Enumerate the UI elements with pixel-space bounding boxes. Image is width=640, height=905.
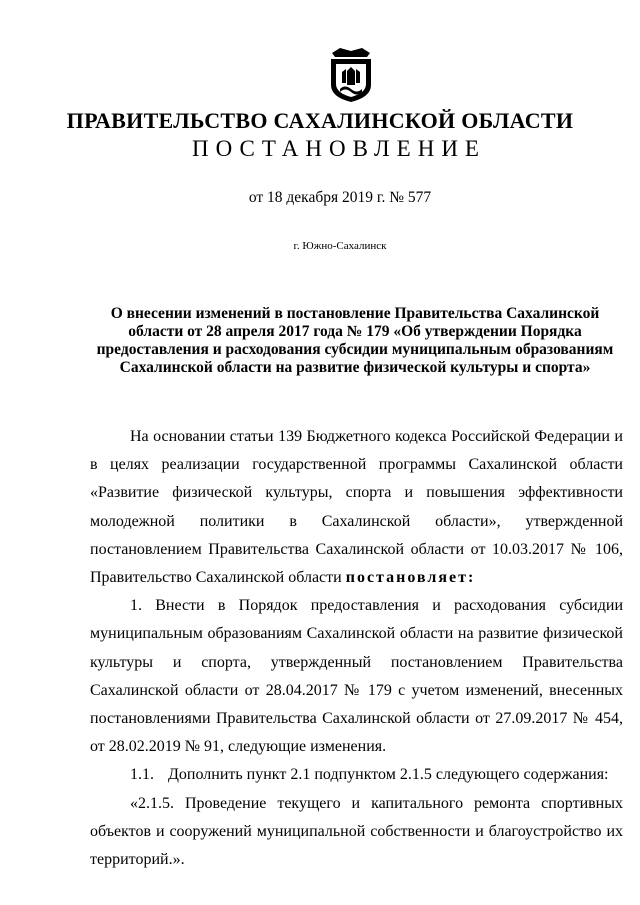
item-text: Дополнить пункт 2.1 подпунктом 2.1.5 следующего содержания:: [168, 766, 609, 784]
paragraph-basis: [90, 423, 623, 592]
document-heading: О внесении изменений в постановление Правительства Сахалинской области от 28 апреля 2017 года № 179 «Об утверждении Порядка предоставления и расходования субсидии муниципальным образованиям Сахалинской области на развитие физической культуры и спорта»: [96, 305, 614, 376]
paragraph-basis-text: На основании статьи 139 Бюджетного кодекса Российской Федерации и в целях реализации государственной программы Сахалинской области «Развитие физической культуры, спорта и повышения эффективности молодежной политики в Сахалинской области», утвержденной постановлением Правительства Сахалинской области от 10.03.2017 № 106, Правительство Сахалинской области: [90, 428, 623, 587]
document-date-number: от 18 декабря 2019 г. № 577: [248, 189, 432, 206]
item-number: 1.1.: [130, 766, 154, 784]
resolves-keyword: постановляет:: [345, 569, 476, 587]
sakhalin-coat-of-arms-icon: [327, 45, 375, 103]
document-body: [90, 423, 623, 874]
government-title: ПРАВИТЕЛЬСТВО САХАЛИНСКОЙ ОБЛАСТИ: [66, 108, 574, 133]
document-city: г. Южно-Сахалинск: [293, 240, 387, 252]
paragraph-item-1: 1. Внести в Порядок предоставления и расходования субсидии муниципальным образованиям Сахалинской области на развитие физической культуры и спорта, утвержденный постановлением Правительства Сахалинской области от 28.04.2017 № 179 с учетом изменений, внесенных постановлениями Правительства Сахалинской области от 27.09.2017 № 454, от 28.02.2019 № 91, следующие изменения.: [90, 597, 623, 756]
document-type: ПОСТАНОВЛЕНИЕ: [192, 136, 486, 161]
paragraph-item-1-1: [90, 761, 623, 789]
paragraph-item-2-1-5: «2.1.5. Проведение текущего и капитального ремонта спортивных объектов и сооружений муниципальной собственности и благоустройство их территорий.».: [90, 794, 623, 869]
